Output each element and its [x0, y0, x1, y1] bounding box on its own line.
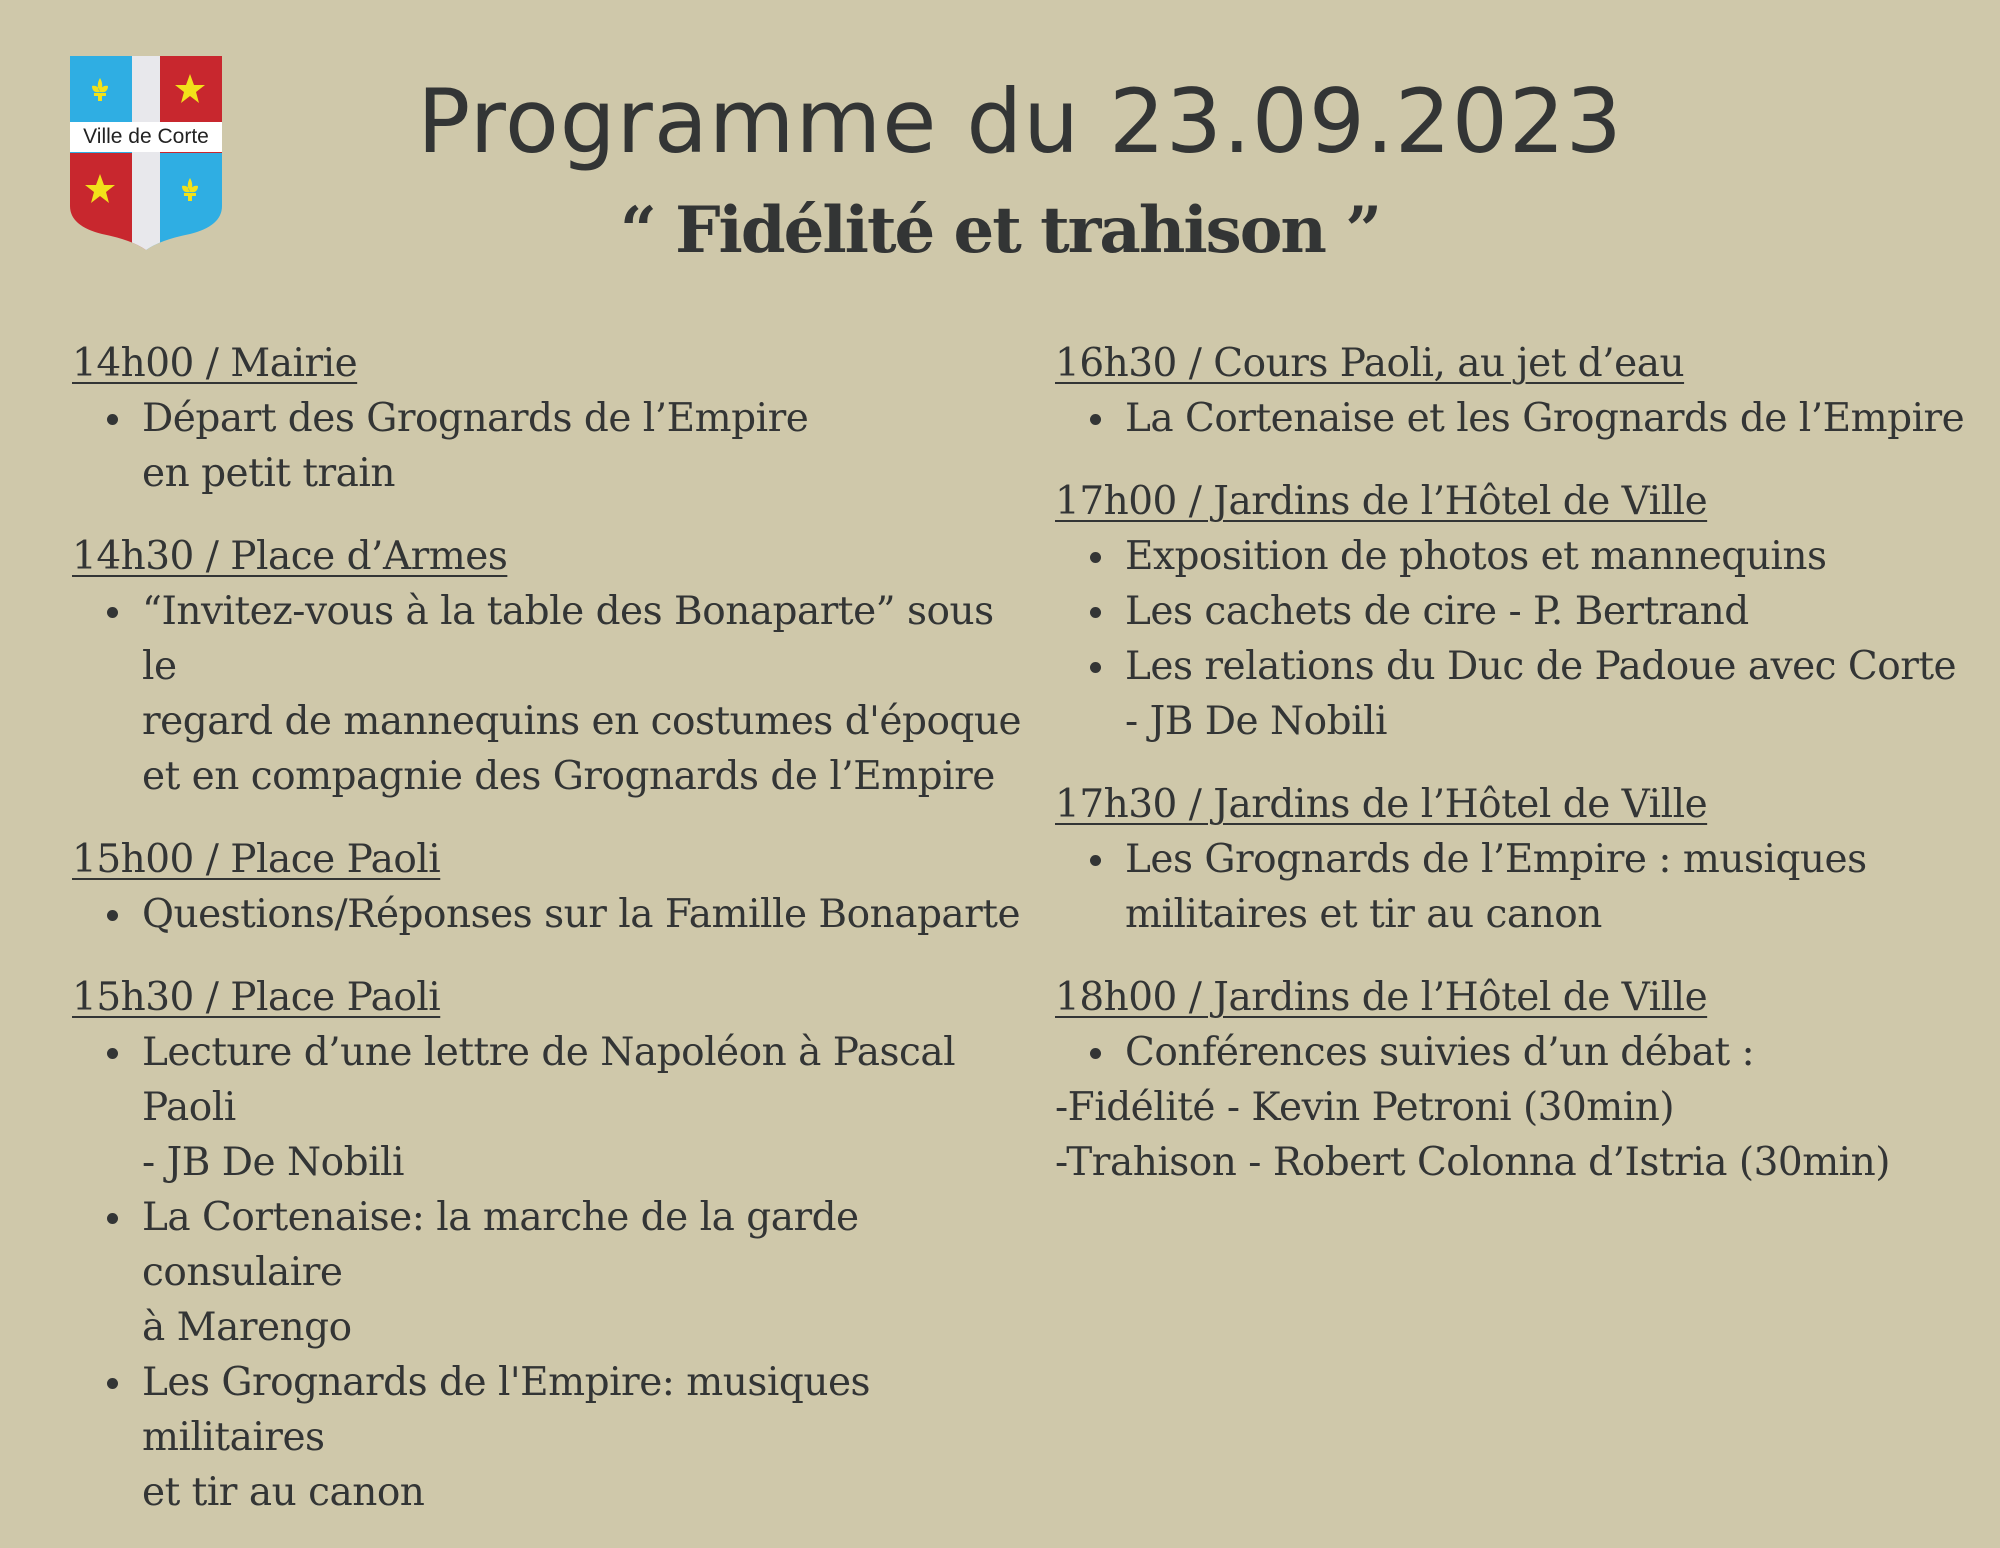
program-section: [72, 970, 1022, 1520]
section-items: [72, 391, 1022, 501]
program-item: [72, 1025, 1022, 1190]
item-line: Lecture d’une lettre de Napoléon à Pascal Paoli: [142, 1030, 956, 1130]
item-line: “Invitez-vous à la table des Bonaparte” sous le: [142, 589, 994, 689]
section-heading: 16h30 / Cours Paoli, au jet d’eau: [1055, 341, 1685, 386]
logo-text: Ville de Corte: [83, 125, 209, 148]
section-items: [1055, 832, 1995, 942]
program-item: [1055, 529, 1995, 584]
program-section: [72, 336, 1022, 501]
section-heading: 18h00 / Jardins de l’Hôtel de Ville: [1055, 975, 1708, 1020]
item-line: et tir au canon: [142, 1470, 425, 1515]
item-line: Conférences suivies d’un débat :: [1125, 1030, 1755, 1075]
section-items: [72, 887, 1022, 942]
program-section: [72, 832, 1022, 942]
debate-line: -Fidélité - Kevin Petroni (30min): [1055, 1085, 1675, 1130]
item-line: Les cachets de cire - P. Bertrand: [1125, 589, 1749, 634]
right-column: [1055, 336, 1995, 1218]
program-section: [1055, 474, 1995, 749]
program-item: [72, 584, 1022, 804]
section-heading: 15h30 / Place Paoli: [72, 975, 441, 1020]
item-line: regard de mannequins en costumes d'époque: [142, 699, 1022, 744]
section-items: [72, 1025, 1022, 1520]
section-items: [1055, 529, 1995, 749]
program-section: [72, 529, 1022, 804]
program-item: [1055, 832, 1995, 942]
item-line: Les relations du Duc de Padoue avec Corte: [1125, 644, 1957, 689]
item-line: Exposition de photos et mannequins: [1125, 534, 1827, 579]
item-line: en petit train: [142, 451, 396, 496]
program-section: [1055, 336, 1995, 446]
section-heading: 15h00 / Place Paoli: [72, 837, 441, 882]
program-item: [72, 1355, 1022, 1520]
item-line: militaires et tir au canon: [1125, 892, 1602, 937]
item-line: La Cortenaise: la marche de la garde consulaire: [142, 1195, 859, 1295]
section-heading: 14h30 / Place d’Armes: [72, 534, 508, 579]
item-line: - JB De Nobili: [142, 1140, 405, 1185]
program-item: [72, 887, 1022, 942]
item-line: Les Grognards de l'Empire: musiques militaires: [142, 1360, 871, 1460]
program-section: [1055, 970, 1995, 1190]
left-column: [72, 336, 1022, 1548]
program-item: [1055, 1025, 1995, 1080]
page-title: Programme du 23.09.2023: [417, 70, 1623, 173]
section-items: [1055, 391, 1995, 446]
item-line: Les Grognards de l’Empire : musiques: [1125, 837, 1867, 882]
section-items: [72, 584, 1022, 804]
item-line: La Cortenaise et les Grognards de l’Empire: [1125, 396, 1965, 441]
section-items: [1055, 1025, 1995, 1080]
program-item: [72, 391, 1022, 501]
program-item: [1055, 584, 1995, 639]
program-item: [1055, 639, 1995, 749]
section-heading: 17h30 / Jardins de l’Hôtel de Ville: [1055, 782, 1708, 827]
item-line: et en compagnie des Grognards de l’Empire: [142, 754, 995, 799]
page-subtitle: “ Fidélité et trahison ”: [620, 193, 1380, 268]
item-line: à Marengo: [142, 1305, 352, 1350]
section-heading: 17h00 / Jardins de l’Hôtel de Ville: [1055, 479, 1708, 524]
program-item: [72, 1190, 1022, 1355]
section-heading: 14h00 / Mairie: [72, 341, 358, 386]
program-item: [1055, 391, 1995, 446]
item-line: Questions/Réponses sur la Famille Bonaparte: [142, 892, 1021, 937]
debate-line: -Trahison - Robert Colonna d’Istria (30min): [1055, 1140, 1890, 1185]
item-line: - JB De Nobili: [1125, 699, 1388, 744]
item-line: Départ des Grognards de l’Empire: [142, 396, 809, 441]
program-section: [1055, 777, 1995, 942]
